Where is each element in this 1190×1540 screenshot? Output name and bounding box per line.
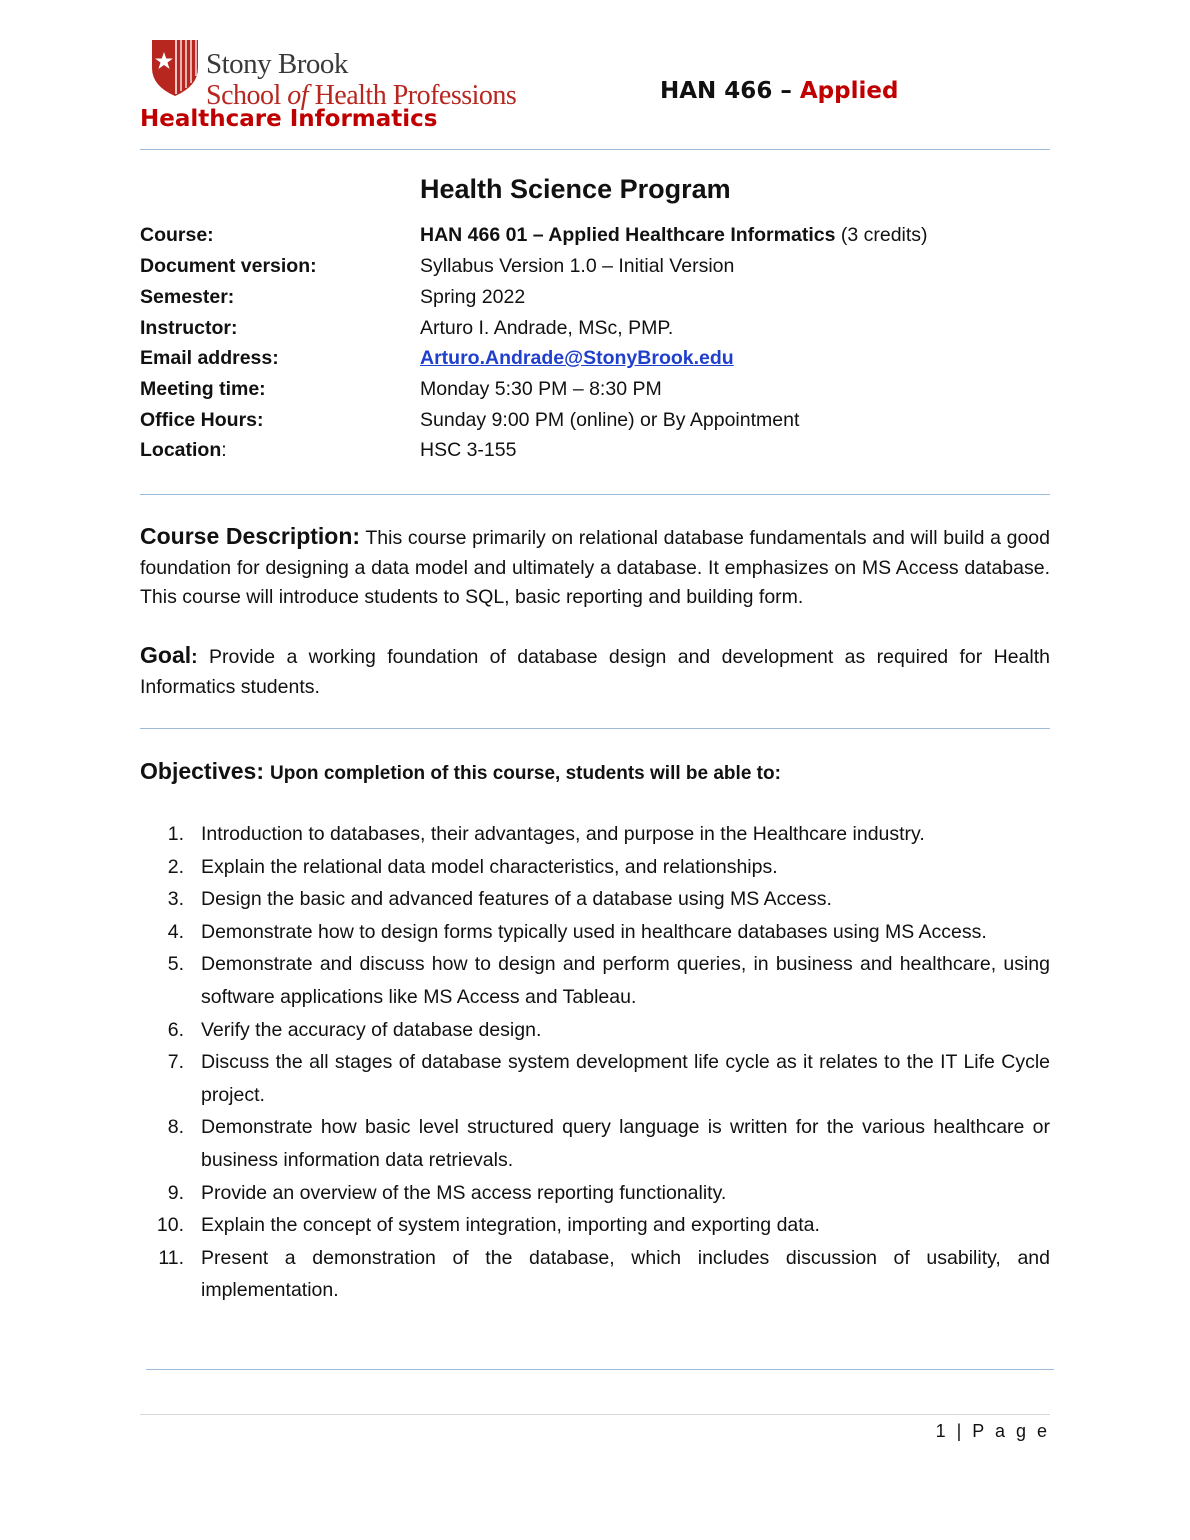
- list-item: 7. Discuss the all stages of database system development life cycle as it relates to the IT Life Cycle project.: [167, 1051, 1050, 1106]
- objectives-heading: [140, 758, 781, 785]
- list-item: 9. Provide an overview of the MS access reporting functionality.: [167, 1181, 727, 1204]
- list-item: 5. Demonstrate and discuss how to design and perform queries, in business and healthcare, using software applications like MS Access and Tableau.: [167, 953, 1050, 1008]
- info-row-course: Course: HAN 466 01 – Applied Healthcare Informatics (3 credits): [140, 224, 928, 246]
- info-row-location: Location: HSC 3-155: [140, 439, 517, 461]
- page-number: 1 | P a g e: [935, 1421, 1050, 1441]
- list-item: 2. Explain the relational data model characteristics, and relationships.: [167, 855, 778, 878]
- stony-brook-logo: [150, 38, 570, 110]
- goal-text: Provide a working foundation of database design and development as required for Health Informatics students.: [140, 646, 1050, 698]
- list-item: 8. Demonstrate how basic level structured query language is written for the various healthcare or business information data retrievals.: [167, 1116, 1050, 1171]
- objectives-list: [140, 818, 1050, 1307]
- course-description-label: Course Description:: [140, 523, 361, 549]
- course-description-text: This course primarily on relational database fundamentals and will build a good foundation for designing a data model and ultimately a database. It emphasizes on MS Access database. This course will introduce students to SQL, basic reporting and building form.: [140, 527, 1050, 608]
- objectives-subtitle: Upon completion of this course, students will be able to:: [270, 763, 781, 784]
- logo-university-name: Stony Brook: [206, 48, 348, 80]
- info-row-office-hours: Office Hours: Sunday 9:00 PM (online) or By Appointment: [140, 409, 800, 431]
- email-link[interactable]: Arturo.Andrade@StonyBrook.edu: [420, 347, 734, 369]
- list-item: 11. Present a demonstration of the database, which includes discussion of usability, and implementation.: [158, 1246, 1050, 1302]
- header-course-title: HAN 466 – Applied: [660, 78, 899, 104]
- objectives-divider: [146, 1369, 1054, 1370]
- info-row-meeting: Meeting time: Monday 5:30 PM – 8:30 PM: [140, 378, 662, 400]
- info-row-instructor: Instructor: Arturo I. Andrade, MSc, PMP.: [140, 317, 674, 339]
- logo-school-name: School of Health Professions: [206, 80, 517, 111]
- list-item: 10. Explain the concept of system integration, importing and exporting data.: [156, 1214, 820, 1237]
- goal-label: Goal: [140, 642, 192, 668]
- list-item: 3. Design the basic and advanced features of a database using MS Access.: [167, 888, 832, 911]
- course-description: [140, 522, 1050, 613]
- program-title: Health Science Program: [420, 174, 731, 204]
- goal-divider: [140, 728, 1050, 729]
- list-item: 1. Introduction to databases, their advantages, and purpose in the Healthcare industry.: [167, 823, 925, 845]
- header-overflow-text: Healthcare Informatics: [140, 106, 438, 132]
- info-row-email: Email address: Arturo.Andrade@StonyBrook.edu: [140, 347, 734, 369]
- footer-divider: [140, 1414, 1050, 1415]
- header-divider: [140, 149, 1050, 150]
- info-divider: [140, 494, 1050, 495]
- goal: Goal: Provide a working foundation of database design and development as required for Health Informatics students.: [140, 642, 1050, 698]
- info-row-semester: Semester: Spring 2022: [140, 286, 526, 308]
- list-item: 6. Verify the accuracy of database design.: [167, 1018, 542, 1041]
- objectives-label: Objectives:: [140, 758, 264, 784]
- shield-star-icon: [150, 38, 200, 98]
- list-item: 4. Demonstrate how to design forms typically used in healthcare databases using MS Access.: [167, 920, 987, 943]
- info-row-version: Document version: Syllabus Version 1.0 – Initial Version: [140, 255, 735, 277]
